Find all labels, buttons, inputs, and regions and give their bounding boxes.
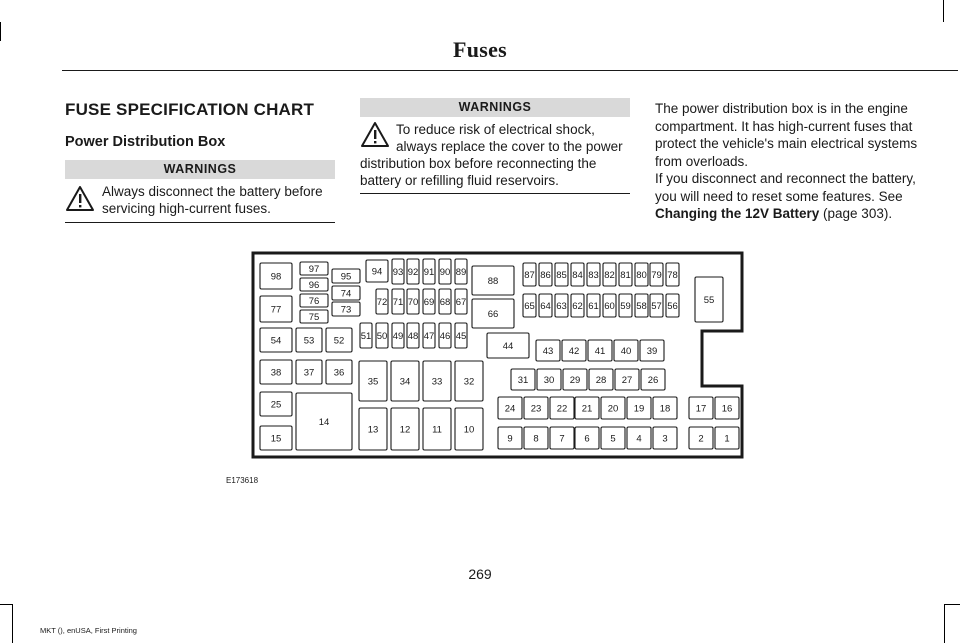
fuse-6	[575, 427, 599, 449]
fuse-65	[523, 294, 536, 317]
fuse-5	[601, 427, 625, 449]
fuse-label: 4	[636, 433, 642, 445]
fuse-label: 38	[270, 367, 282, 379]
fuse-label: 18	[659, 403, 671, 415]
fuse-label: 75	[308, 312, 320, 323]
fuse-88	[472, 266, 514, 295]
fuse-label: 60	[604, 301, 615, 312]
fuse-label: 76	[308, 296, 320, 307]
fuse-70	[407, 289, 419, 314]
fuse-label: 2	[698, 433, 704, 445]
fuse-91	[423, 259, 435, 284]
fuse-label: 64	[540, 301, 551, 312]
fuse-label: 47	[423, 331, 435, 342]
fuse-98	[260, 263, 292, 289]
fuse-81	[619, 263, 632, 286]
fuse-label: 67	[455, 297, 467, 308]
fuse-48	[407, 323, 419, 348]
fuse-label: 24	[504, 403, 516, 415]
fuse-label: 8	[533, 433, 539, 445]
fuse-79	[650, 263, 663, 286]
fuse-35	[359, 361, 387, 401]
fuse-label: 15	[270, 433, 282, 445]
section-heading: FUSE SPECIFICATION CHART	[65, 100, 315, 119]
fuse-42	[562, 340, 586, 361]
fuse-14	[296, 393, 352, 450]
fuse-label: 63	[556, 301, 567, 312]
fuse-22	[550, 397, 574, 419]
fuse-label: 79	[651, 270, 662, 281]
fuse-53	[296, 328, 322, 352]
fuse-49	[392, 323, 404, 348]
fuse-4	[627, 427, 651, 449]
fuse-label: 55	[703, 295, 715, 306]
fuse-label: 41	[594, 346, 606, 357]
fuse-15	[260, 426, 292, 450]
fuse-label: 28	[595, 375, 607, 386]
cross-reference-link[interactable]: Changing the 12V Battery	[655, 206, 820, 221]
fuse-label: 9	[507, 433, 513, 445]
fuse-label: 22	[556, 403, 568, 415]
fuse-label: 62	[572, 301, 583, 312]
fuse-32	[455, 361, 483, 401]
fuse-label: 91	[423, 267, 435, 278]
fuse-label: 69	[423, 297, 435, 308]
fuse-86	[539, 263, 552, 286]
fuse-label: 26	[647, 375, 659, 386]
fuse-25	[260, 392, 292, 416]
fuse-label: 81	[620, 270, 631, 281]
fuse-label: 80	[636, 270, 647, 281]
fuse-label: 31	[517, 375, 529, 386]
fuse-75	[300, 310, 328, 323]
fuse-label: 34	[399, 376, 411, 388]
fuse-label: 89	[455, 267, 467, 278]
fuse-label: 43	[542, 346, 554, 357]
fuse-33	[423, 361, 451, 401]
fuse-13	[359, 408, 387, 450]
fuse-3	[653, 427, 677, 449]
fuse-37	[296, 360, 322, 384]
fuse-label: 56	[667, 301, 678, 312]
fuse-label: 58	[636, 301, 647, 312]
fuse-label: 77	[270, 304, 282, 316]
fuse-label: 14	[318, 417, 330, 428]
fuse-label: 40	[620, 346, 632, 357]
fuse-label: 97	[308, 264, 320, 275]
fuse-69	[423, 289, 435, 314]
fuse-60	[603, 294, 616, 317]
fuse-27	[615, 369, 639, 390]
fuse-29	[563, 369, 587, 390]
fuse-12	[391, 408, 419, 450]
fuse-label: 13	[367, 424, 379, 436]
fuse-label: 70	[407, 297, 419, 308]
fuse-label: 86	[540, 270, 551, 281]
fuse-2	[689, 427, 713, 449]
fuse-40	[614, 340, 638, 361]
warning-text-middle-line2: always replace the cover to the power	[396, 139, 623, 154]
fuse-label: 16	[721, 403, 733, 415]
fuse-82	[603, 263, 616, 286]
fuse-31	[511, 369, 535, 390]
fuse-label: 1	[724, 433, 730, 445]
fuse-label: 72	[376, 297, 388, 308]
fuse-76	[300, 294, 328, 307]
fuse-92	[407, 259, 419, 284]
fuse-28	[589, 369, 613, 390]
fuse-label: 29	[569, 375, 581, 386]
fuse-label: 30	[543, 375, 555, 386]
fuse-label: 68	[439, 297, 451, 308]
fuse-23	[524, 397, 548, 419]
fuse-61	[587, 294, 600, 317]
fuse-1	[715, 427, 739, 449]
fuse-label: 5	[610, 433, 616, 445]
fuse-label: 84	[572, 270, 583, 281]
fuse-10	[455, 408, 483, 450]
body-paragraph: The power distribution box is in the engine compartment. It has high-current fuses that protect the vehicle's main electrical systems from overloads.	[655, 101, 918, 169]
fuse-label: 71	[392, 297, 404, 308]
fuse-93	[392, 259, 404, 284]
fuse-64	[539, 294, 552, 317]
fuse-label: 12	[399, 424, 411, 436]
fuse-44	[487, 333, 529, 358]
fuse-39	[640, 340, 664, 361]
fuse-95	[332, 269, 360, 283]
fuse-71	[392, 289, 404, 314]
fuse-26	[641, 369, 665, 390]
fuse-97	[300, 262, 328, 275]
warnings-bar-left: WARNINGS	[65, 160, 335, 179]
fuse-label: 35	[367, 376, 379, 388]
fuse-38	[260, 360, 292, 384]
fuse-68	[439, 289, 451, 314]
fuse-84	[571, 263, 584, 286]
fuse-label: 88	[487, 276, 499, 287]
fuse-label: 33	[431, 376, 443, 388]
fuse-62	[571, 294, 584, 317]
fuse-52	[326, 328, 352, 352]
fuse-label: 59	[620, 301, 631, 312]
fuse-11	[423, 408, 451, 450]
fuse-63	[555, 294, 568, 317]
fuse-label: 61	[588, 301, 599, 312]
warning-text-middle-line4: battery or refilling fluid reservoirs.	[360, 173, 559, 188]
fuse-label: 52	[333, 335, 345, 347]
fuse-74	[332, 286, 360, 300]
warning-text-middle-line1: To reduce risk of electrical shock,	[396, 122, 595, 137]
fuse-96	[300, 278, 328, 291]
fuse-85	[555, 263, 568, 286]
fuse-7	[550, 427, 574, 449]
fuse-54	[260, 328, 292, 352]
fuse-label: 92	[407, 267, 419, 278]
fuse-94	[366, 260, 388, 282]
fuse-90	[439, 259, 451, 284]
fuse-label: 65	[524, 301, 535, 312]
fuse-36	[326, 360, 352, 384]
fuse-57	[650, 294, 663, 317]
fuse-55	[695, 277, 723, 322]
fuse-87	[523, 263, 536, 286]
fuse-label: 10	[463, 424, 475, 436]
fuse-67	[455, 289, 467, 314]
fuse-label: 44	[502, 341, 514, 352]
fuse-45	[455, 323, 467, 348]
warning-text-left: Always disconnect the battery before servicing high-current fuses.	[102, 184, 323, 216]
fuse-label: 21	[581, 403, 593, 415]
fuse-label: 27	[621, 375, 633, 386]
fuse-label: 95	[340, 271, 352, 283]
fuse-label: 23	[530, 403, 542, 415]
fuse-label: 93	[392, 267, 404, 278]
fuse-77	[260, 296, 292, 322]
fuse-label: 66	[487, 309, 499, 320]
fuse-19	[627, 397, 651, 419]
fuse-83	[587, 263, 600, 286]
fuse-label: 48	[407, 331, 419, 342]
figure-code: E173618	[226, 476, 259, 485]
fuse-73	[332, 302, 360, 316]
fuse-label: 45	[455, 331, 467, 342]
section-subheading: Power Distribution Box	[65, 134, 226, 150]
page-number: 269	[468, 566, 492, 582]
running-title: Fuses	[452, 37, 508, 62]
fuse-41	[588, 340, 612, 361]
fuse-89	[455, 259, 467, 284]
fuse-label: 17	[695, 403, 707, 415]
fuse-label: 53	[303, 335, 315, 347]
fuse-label: 39	[646, 346, 658, 357]
fuse-label: 3	[662, 433, 668, 445]
fuse-label: 42	[568, 346, 580, 357]
fuse-label: 32	[463, 376, 475, 388]
fuse-17	[689, 397, 713, 419]
body-text: (page 303).	[819, 206, 893, 221]
fuse-label: 37	[303, 367, 315, 379]
fuse-label: 50	[376, 331, 388, 342]
warnings-bar-middle: WARNINGS	[360, 98, 630, 117]
fuse-80	[635, 263, 648, 286]
fuse-label: 85	[556, 270, 567, 281]
fuse-label: 73	[340, 304, 352, 316]
body-text: If you disconnect and reconnect the battery, you will need to reset some features. See	[655, 171, 916, 204]
fuse-label: 20	[607, 403, 619, 415]
fuse-20	[601, 397, 625, 419]
fuse-label: 54	[270, 335, 282, 347]
fuse-label: 6	[584, 433, 590, 445]
fuse-59	[619, 294, 632, 317]
fuse-label: 7	[559, 433, 565, 445]
footer-text: MKT (), enUSA, First Printing	[40, 626, 137, 635]
fuse-label: 57	[651, 301, 662, 312]
fuse-label: 96	[308, 280, 320, 291]
fuse-label: 90	[439, 267, 451, 278]
fuse-label: 94	[371, 266, 383, 278]
fuse-47	[423, 323, 435, 348]
fuse-30	[537, 369, 561, 390]
fuse-label: 98	[270, 271, 282, 283]
fuse-58	[635, 294, 648, 317]
fuse-18	[653, 397, 677, 419]
fuse-72	[376, 289, 388, 314]
fuse-66	[472, 299, 514, 328]
fuse-label: 78	[667, 270, 678, 281]
fuse-label: 83	[588, 270, 599, 281]
fuse-21	[575, 397, 599, 419]
fuse-50	[376, 323, 388, 348]
fuse-34	[391, 361, 419, 401]
fuse-label: 49	[392, 331, 404, 342]
fuse-label: 11	[432, 424, 442, 436]
fuse-9	[498, 427, 522, 449]
fuse-label: 19	[633, 403, 645, 415]
fuse-43	[536, 340, 560, 361]
fuse-8	[524, 427, 548, 449]
fuse-16	[715, 397, 739, 419]
fuse-label: 36	[333, 367, 345, 379]
fuse-56	[666, 294, 679, 317]
fuse-label: 82	[604, 270, 615, 281]
fuse-label: 46	[439, 331, 451, 342]
warning-text-middle-line3: distribution box before reconnecting the	[360, 156, 597, 171]
fuse-24	[498, 397, 522, 419]
fuse-label: 74	[340, 288, 352, 300]
fuse-46	[439, 323, 451, 348]
fuse-label: 25	[270, 399, 282, 411]
fuse-51	[360, 323, 372, 348]
fuse-78	[666, 263, 679, 286]
fuse-label: 51	[360, 331, 372, 342]
fuse-label: 87	[524, 270, 535, 281]
